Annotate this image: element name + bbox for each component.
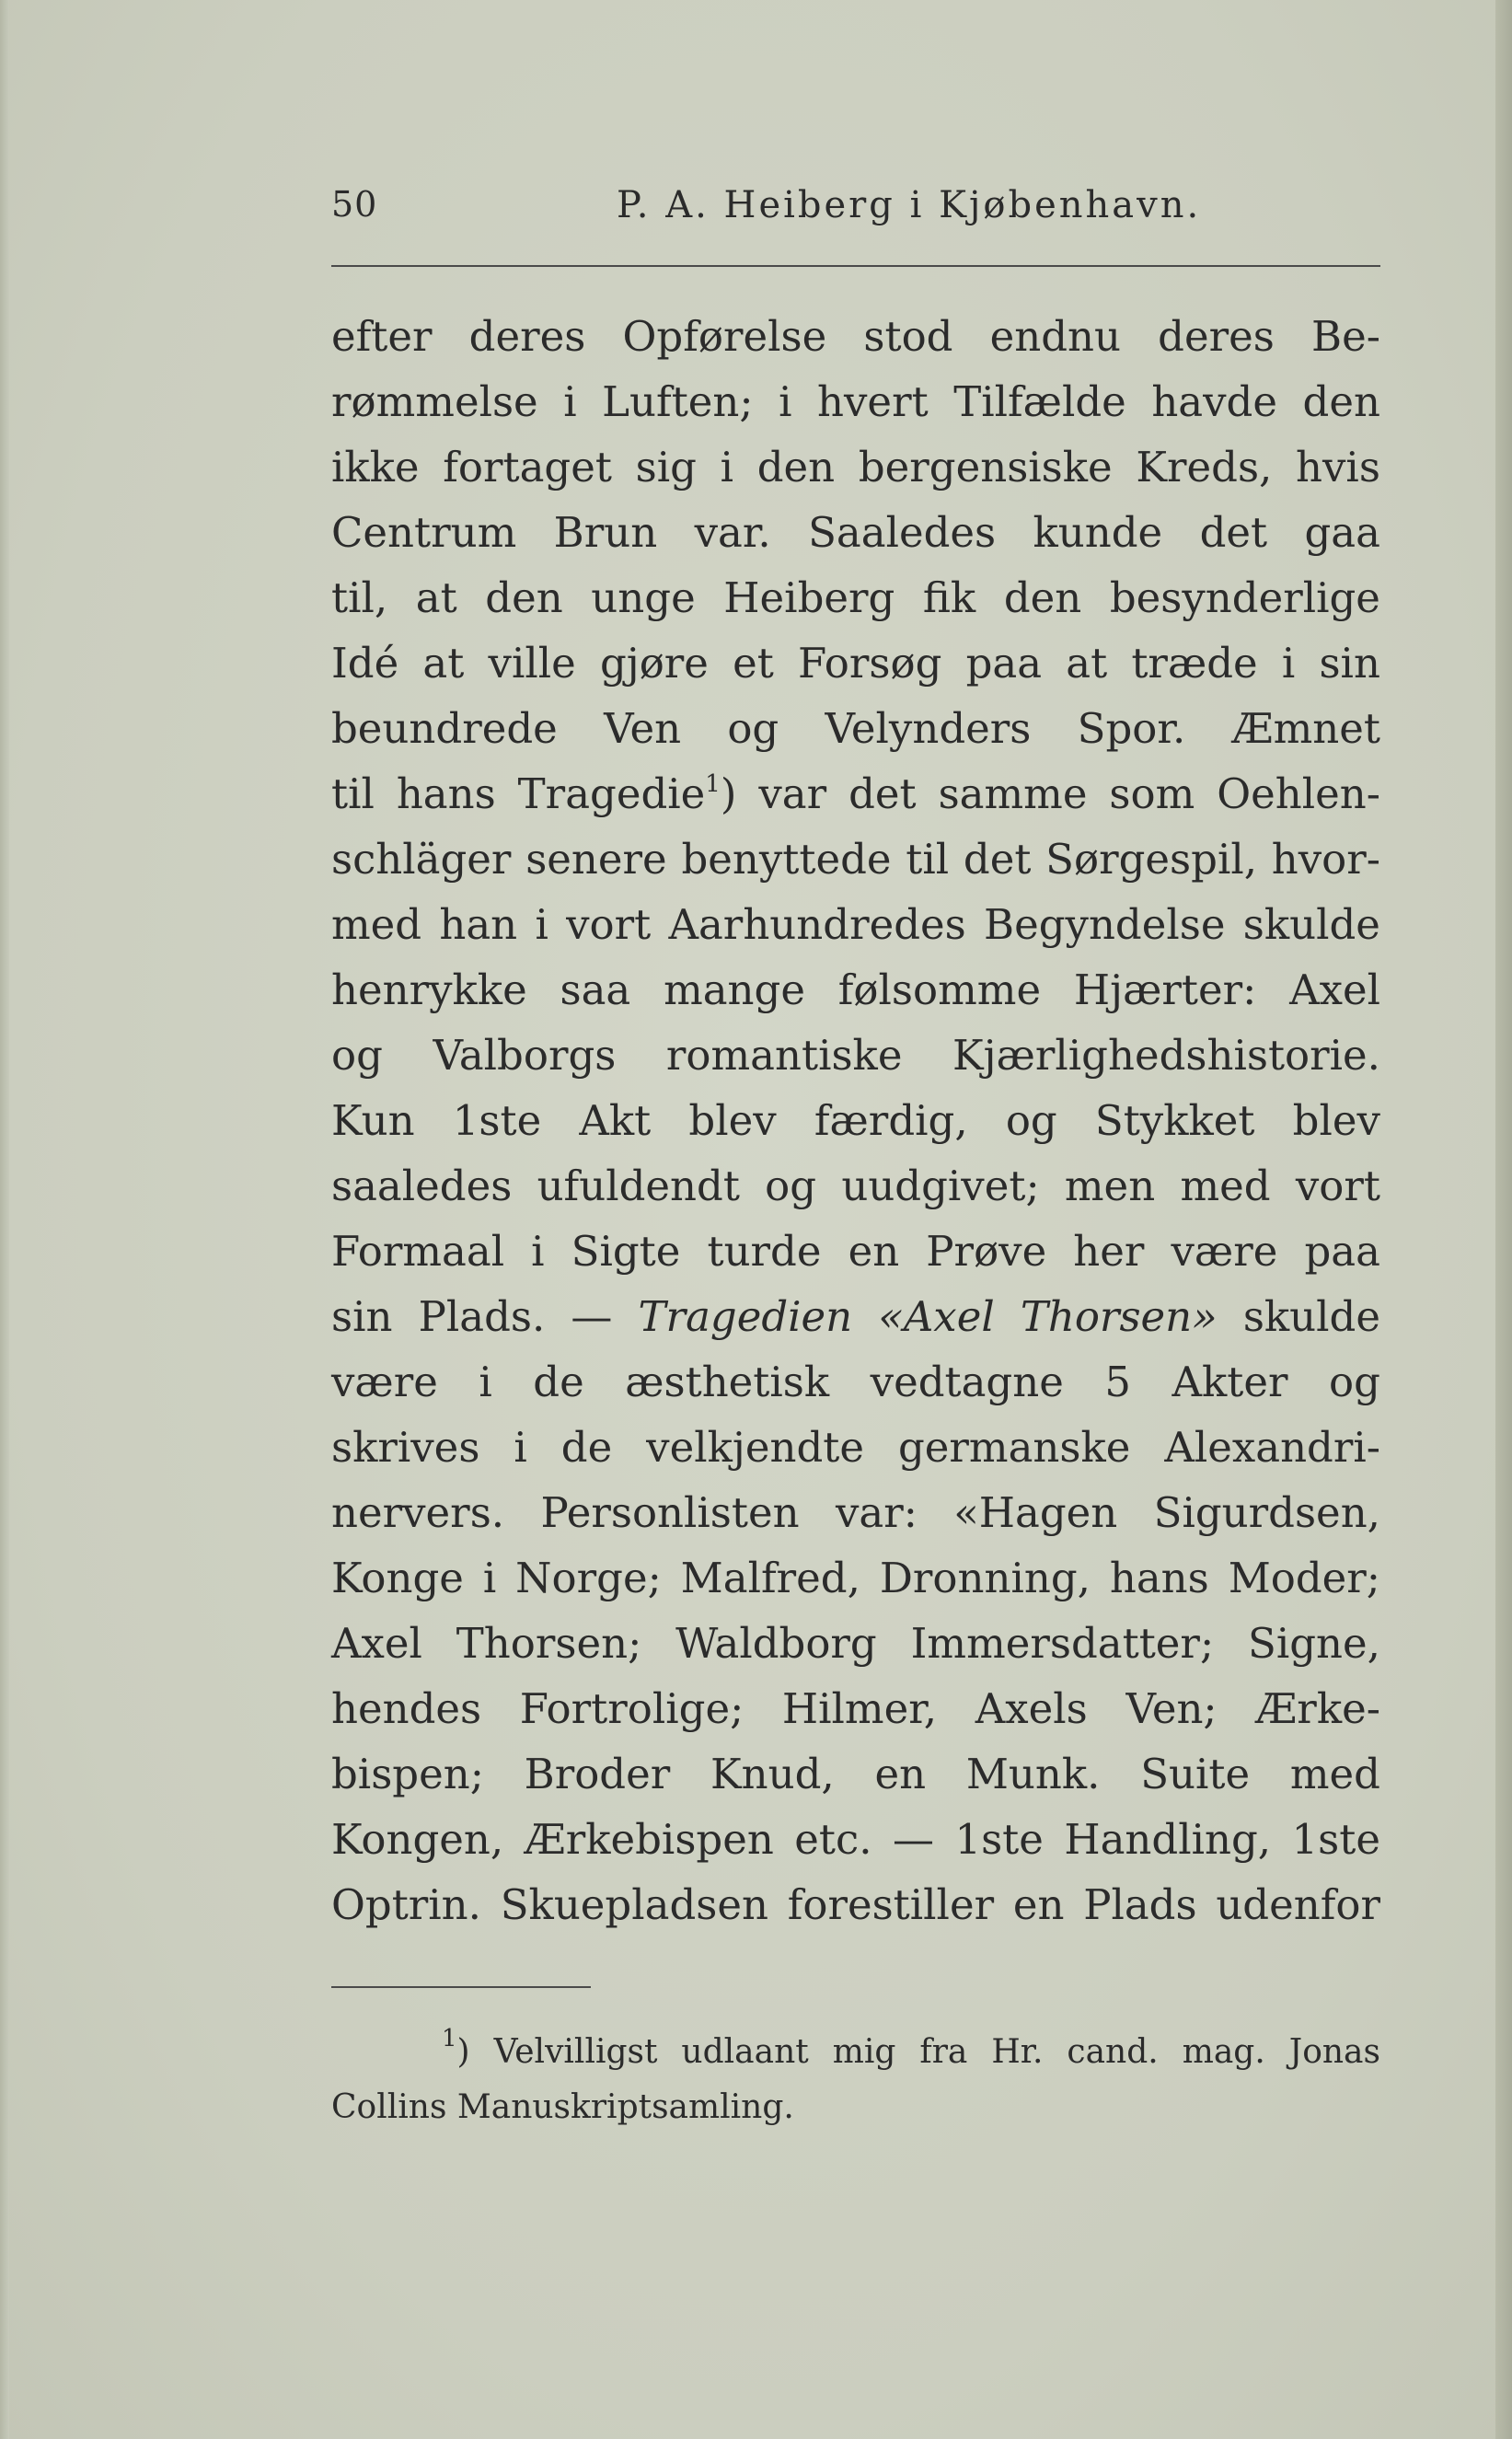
word: bispen; (331, 1750, 484, 1798)
word: samme (938, 769, 1088, 818)
word: vort (566, 900, 652, 949)
word: følsomme (837, 965, 1042, 1014)
word: endnu (989, 312, 1122, 361)
word: Alexandri- (1164, 1423, 1380, 1472)
word: Opførelse (622, 312, 827, 361)
word: sin (331, 1292, 393, 1341)
word: Fortrolige; (519, 1684, 744, 1733)
word: Begyndelse (984, 900, 1226, 949)
word: med (1180, 1162, 1271, 1210)
text-line (331, 826, 1380, 892)
text-line (331, 304, 1380, 369)
word: mange (664, 965, 805, 1014)
word: og (727, 704, 779, 753)
word: Ven; (1125, 1684, 1218, 1733)
word: men (1064, 1162, 1156, 1210)
word: hvert (817, 377, 929, 426)
text-line (331, 630, 1380, 696)
word: turde (707, 1227, 822, 1276)
word: Thorsen; (456, 1619, 642, 1668)
word: Centrum (331, 508, 517, 557)
word: den (1003, 573, 1082, 622)
word: træde (1131, 639, 1258, 688)
footnote-marker: 1 (705, 770, 721, 798)
word: benyttede (681, 835, 892, 884)
word: 1ste (1291, 1815, 1380, 1864)
word: hendes (331, 1684, 482, 1733)
word: Luften; (602, 377, 754, 426)
text-line (331, 1807, 1380, 1872)
word: kunde (1033, 508, 1163, 557)
text-line (331, 1349, 1380, 1415)
word: Sigurdsen, (1153, 1488, 1380, 1537)
word: Velvilligst (493, 2033, 658, 2071)
footnote-line (331, 2080, 1380, 2135)
text-line (331, 1088, 1380, 1153)
word: være (331, 1358, 438, 1406)
word: deres (1158, 312, 1275, 361)
word: Plads (1083, 1880, 1197, 1929)
word: skulde (1242, 900, 1380, 949)
word: Brun (553, 508, 658, 557)
text-line (331, 696, 1380, 761)
word: Tragedien (638, 1292, 853, 1341)
word: sig (635, 443, 697, 491)
footnote-number: $^1$) (442, 2025, 470, 2071)
word: velkjendte (646, 1423, 864, 1472)
word: til (331, 769, 375, 818)
text-line (331, 1676, 1380, 1741)
word: Signe, (1248, 1619, 1380, 1668)
text-line (331, 1219, 1380, 1284)
word: Suite (1140, 1750, 1251, 1798)
word: Aarhundredes (668, 900, 966, 949)
word: Axel (331, 1619, 422, 1668)
word: havde (1151, 377, 1277, 426)
word: til (906, 835, 950, 884)
word: Spor. (1077, 704, 1186, 753)
text-line (331, 500, 1380, 565)
footnote-text-2: Collins Manuskriptsamling. (331, 2088, 794, 2126)
word: i (720, 443, 734, 491)
word: Plads. (418, 1292, 546, 1341)
text-line (331, 1872, 1380, 1937)
word: Stykket (1094, 1096, 1255, 1145)
word: Hjærter: (1073, 965, 1257, 1014)
word: Ærke- (1255, 1684, 1380, 1733)
footnote (331, 2025, 1380, 2135)
word: i (514, 1423, 527, 1472)
word: Norge; (515, 1554, 662, 1602)
word: Kongen, (331, 1815, 504, 1864)
word: forestiller (787, 1880, 995, 1929)
word: en (1012, 1880, 1065, 1929)
word: germanske (897, 1423, 1131, 1472)
word: paa (1304, 1227, 1380, 1276)
word: udlaant (681, 2033, 809, 2071)
word: Konge (331, 1554, 464, 1602)
word: Sørgespil, (1045, 835, 1258, 884)
text-line (331, 1023, 1380, 1088)
word: den (485, 573, 563, 622)
word: Kun (331, 1096, 415, 1145)
word: Tragedie$^1$) (517, 769, 737, 818)
word: de (533, 1358, 584, 1406)
word: 1ste (452, 1096, 542, 1145)
word: Broder (524, 1750, 671, 1798)
page-right-edge (1495, 0, 1512, 2439)
word: Hilmer, (781, 1684, 938, 1733)
running-head (331, 184, 1380, 249)
word: han (439, 900, 518, 949)
word: Dronning, (879, 1554, 1091, 1602)
word: en (874, 1750, 927, 1798)
word: Immersdatter; (910, 1619, 1215, 1668)
text-line (331, 1611, 1380, 1676)
word: i (563, 377, 577, 426)
word: et (733, 639, 774, 688)
word: beundrede (331, 704, 558, 753)
word: gjøre (599, 639, 709, 688)
word: skulde (1242, 1292, 1380, 1341)
word: i (535, 900, 548, 949)
word: at (415, 573, 457, 622)
word: Personlisten (540, 1488, 800, 1537)
word: sin (1319, 639, 1380, 688)
word: her (1073, 1227, 1145, 1276)
word: med (1289, 1750, 1380, 1798)
word: saaledes (331, 1162, 513, 1210)
word: uudgivet; (841, 1162, 1040, 1210)
word: blev (688, 1096, 777, 1145)
word: bergensiske (858, 443, 1113, 491)
word: Valborgs (433, 1031, 617, 1080)
word: cand. (1067, 2033, 1159, 2071)
word: Akter (1172, 1358, 1288, 1406)
word: Ven (604, 704, 682, 753)
word: Kreds, (1136, 443, 1273, 491)
word: med (331, 900, 422, 949)
word: Prøve (926, 1227, 1047, 1276)
word: Handling, (1064, 1815, 1272, 1864)
word: i (482, 1554, 497, 1602)
word: vedtagne (870, 1358, 1064, 1406)
word: gaa (1304, 508, 1380, 557)
word: efter (331, 312, 433, 361)
word: ville (488, 639, 576, 688)
word: mig (832, 2033, 896, 2071)
word: fortaget (443, 443, 612, 491)
text-line (331, 1545, 1380, 1611)
word: være (1171, 1227, 1278, 1276)
text-line (331, 957, 1380, 1023)
word: de (560, 1423, 613, 1472)
word: Moder; (1228, 1554, 1380, 1602)
word: Velynders (825, 704, 1032, 753)
text-line (331, 1153, 1380, 1219)
word: Malfred, (680, 1554, 860, 1602)
word: fik (922, 573, 976, 622)
word: rømmelse (331, 377, 538, 426)
word: Hr. (991, 2033, 1044, 2071)
word: besynderlige (1109, 573, 1380, 622)
word: den (756, 443, 836, 491)
word: i (479, 1358, 492, 1406)
word: til, (331, 573, 388, 622)
word: ikke (331, 443, 420, 491)
word: Sigte (571, 1227, 681, 1276)
word: 5 (1104, 1358, 1131, 1406)
word: etc. (794, 1815, 872, 1864)
word: Axels (975, 1684, 1088, 1733)
word: var: (835, 1488, 918, 1537)
word: hvor- (1271, 835, 1380, 884)
word: Æmnet (1231, 704, 1380, 753)
word: Ærkebispen (524, 1815, 774, 1864)
word: paa (965, 639, 1043, 688)
word: Formaal (331, 1227, 505, 1276)
word: det (963, 835, 1032, 884)
word: fra (919, 2033, 968, 2071)
word: 1ste (954, 1815, 1044, 1864)
word: at (1066, 639, 1108, 688)
word: Munk. (965, 1750, 1101, 1798)
word: en (848, 1227, 900, 1276)
word: deres (468, 312, 586, 361)
text-line (331, 1284, 1380, 1349)
word: at (422, 639, 465, 688)
footnote-line (331, 2025, 1380, 2080)
word: færdig, (814, 1096, 968, 1145)
text-line (331, 892, 1380, 957)
word: Kjærlighedshistorie. (952, 1031, 1380, 1080)
word: unge (591, 573, 696, 622)
word: Be- (1311, 312, 1380, 361)
word: i (531, 1227, 545, 1276)
word: Forsøg (798, 639, 942, 688)
word: Waldborg (675, 1619, 877, 1668)
word: Saaledes (808, 508, 997, 557)
word: saa (560, 965, 631, 1014)
word: Optrin. (331, 1880, 481, 1929)
word: ufuldendt (537, 1162, 740, 1210)
header-rule (331, 265, 1380, 267)
word: Thorsen» (1020, 1292, 1218, 1341)
word: det (848, 769, 917, 818)
word: Axel (1289, 965, 1380, 1014)
word: «Axel (878, 1292, 995, 1341)
word: Heiberg (723, 573, 895, 622)
word: i (779, 377, 792, 426)
word: som (1109, 769, 1195, 818)
word: var. (694, 508, 771, 557)
footnote-rule (331, 1986, 591, 1988)
word: i (1281, 639, 1296, 688)
word: Oehlen- (1217, 769, 1380, 818)
word: udenfor (1216, 1880, 1380, 1929)
text-line (331, 369, 1380, 434)
word: Akt (579, 1096, 652, 1145)
word: «Hagen (953, 1488, 1118, 1537)
word: Idé (331, 639, 399, 688)
word: æsthetisk (625, 1358, 830, 1406)
word: — (571, 1292, 613, 1341)
word: Skuepladsen (500, 1880, 768, 1929)
word: og (765, 1162, 817, 1210)
text-line (331, 434, 1380, 500)
word: blev (1292, 1096, 1380, 1145)
body-text (331, 304, 1380, 1937)
text-line (331, 1741, 1380, 1807)
word: hans (396, 769, 496, 818)
word: — (892, 1815, 934, 1864)
text-line (331, 565, 1380, 630)
running-title: P. A. Heiberg i Kjøbenhavn. (617, 184, 1202, 226)
text-line (331, 1415, 1380, 1480)
text-line (331, 1480, 1380, 1545)
word: Tilfælde (953, 377, 1126, 426)
text-line (331, 761, 1380, 826)
word: nervers. (331, 1488, 505, 1537)
word: og (1329, 1358, 1380, 1406)
word: vort (1295, 1162, 1380, 1210)
word: hvis (1296, 443, 1380, 491)
word: og (1005, 1096, 1057, 1145)
word: det (1199, 508, 1268, 557)
word: hans (1109, 1554, 1209, 1602)
word: skrives (331, 1423, 480, 1472)
word: henrykke (331, 965, 527, 1014)
page-number: 50 (331, 184, 378, 225)
word: og (331, 1031, 383, 1080)
word: romantiske (665, 1031, 903, 1080)
word: stod (863, 312, 953, 361)
page-left-edge (0, 0, 9, 2439)
word: senere (525, 835, 667, 884)
word: den (1302, 377, 1380, 426)
word: mag. (1182, 2033, 1265, 2071)
word: var (758, 769, 827, 818)
word: schläger (331, 835, 512, 884)
word: Jonas (1288, 2033, 1380, 2071)
word: Knud, (710, 1750, 835, 1798)
